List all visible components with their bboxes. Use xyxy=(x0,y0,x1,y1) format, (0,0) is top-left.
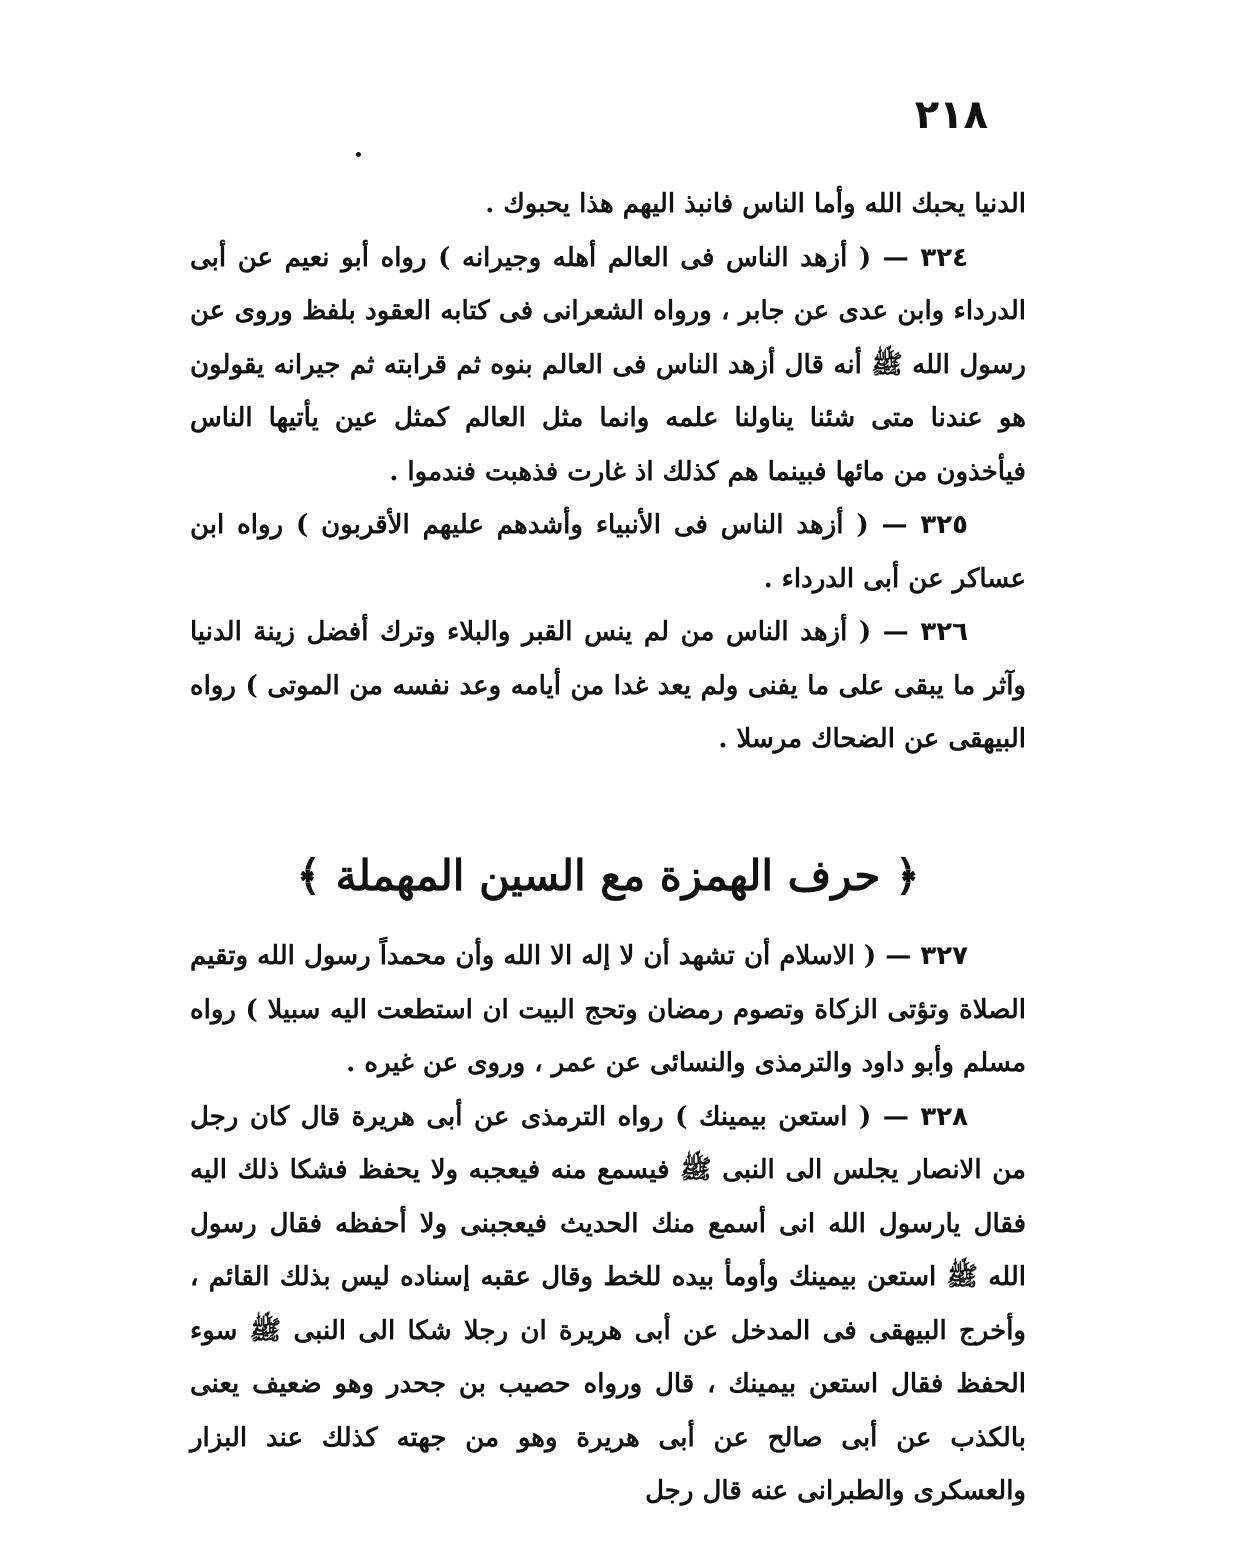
print-speck xyxy=(356,152,361,157)
entry-number: ٣٢٦ xyxy=(920,617,968,647)
entry-text: — ( الاسلام أن تشهد أن لا إله الا الله وأن محمداً رسول الله وتقيم الصلاة وتؤتى الزكاة وتصوم رمضان وتحج البيت ان استطعت اليه سبيلا ) رواه مسلم وأبو داود والترمذى والنسائى عن عمر ، وروى عن غيره . xyxy=(190,941,1026,1078)
hadith-entry-325 xyxy=(190,499,1026,606)
page-number: ٢١٨ xyxy=(914,92,988,138)
entry-text: — ( أزهد الناس من لم ينس القبر والبلاء وترك أفضل زينة الدنيا وآثر ما يبقى على ما يفنى ولم يعد غدا من أيامه وعد نفسه من الموتى ) رواه البيهقى عن الضحاك مرسلا . xyxy=(190,617,1026,754)
entry-text: — ( أزهد الناس فى العالم أهله وجيرانه ) رواه أبو نعيم عن أبى الدرداء وابن عدى عن جابر ، ورواه الشعرانى فى كتابه العقود بلفظ وروى عن رسول الله ﷺ أنه قال أزهد الناس فى العالم بنوه ثم قرابته ثم جيرانه يقولون هو عندنا متى شئنا يناولنا علمه وانما مثل العالم كمثل عين يأتيها الناس فيأخذون من مائها فبينما هم كذلك اذ غارت فذهبت فندموا . xyxy=(190,242,1026,487)
hadith-entry-327 xyxy=(190,930,1026,1091)
section-heading: ﴿ حرف الهمزة مع السين المهملة ﴾ xyxy=(296,851,920,900)
hadith-entry-328 xyxy=(190,1091,1026,1519)
entry-number: ٣٢٨ xyxy=(920,1101,968,1132)
hadith-entry-324 xyxy=(190,232,1026,500)
text-block-upper xyxy=(190,178,1026,767)
entry-number: ٣٢٥ xyxy=(920,510,968,540)
continuation-line: الدنيا يحبك الله وأما الناس فانبذ اليهم هذا يحبوك . xyxy=(485,189,1026,219)
entry-number: ٣٢٤ xyxy=(920,242,968,273)
entry-text: — ( استعن بيمينك ) رواه الترمذى عن أبى هريرة قال كان رجل من الانصار يجلس الى النبى ﷺ فيسمع منه فيعجبه ولا يحفظ فشكا ذلك اليه فقال يارسول الله انى أسمع منك الحديث فيعجبنى ولا أحفظه فقال رسول الله ﷺ استعن بيمينك وأومأ بيده للخط وقال عقبه إسناده ليس بذلك القائم ، وأخرج البيهقى فى المدخل عن أبى هريرة ان رجلا شكا الى النبى ﷺ سوء الحفظ فقال استعن بيمينك ، قال ورواه حصيب بن جحدر وهو ضعيف يعنى بالكذب عن أبى صالح عن أبى هريرة وهو من جهته كذلك عند البزار والعسكرى والطبرانى عنه قال رجل xyxy=(190,1101,1026,1506)
text-block-lower xyxy=(190,930,1026,1519)
hadith-entry-326 xyxy=(190,606,1026,767)
entry-text: — ( أزهد الناس فى الأنبياء وأشدهم عليهم الأقربون ) رواه ابن عساكر عن أبى الدرداء . xyxy=(190,510,1026,594)
entry-number: ٣٢٧ xyxy=(920,941,968,971)
